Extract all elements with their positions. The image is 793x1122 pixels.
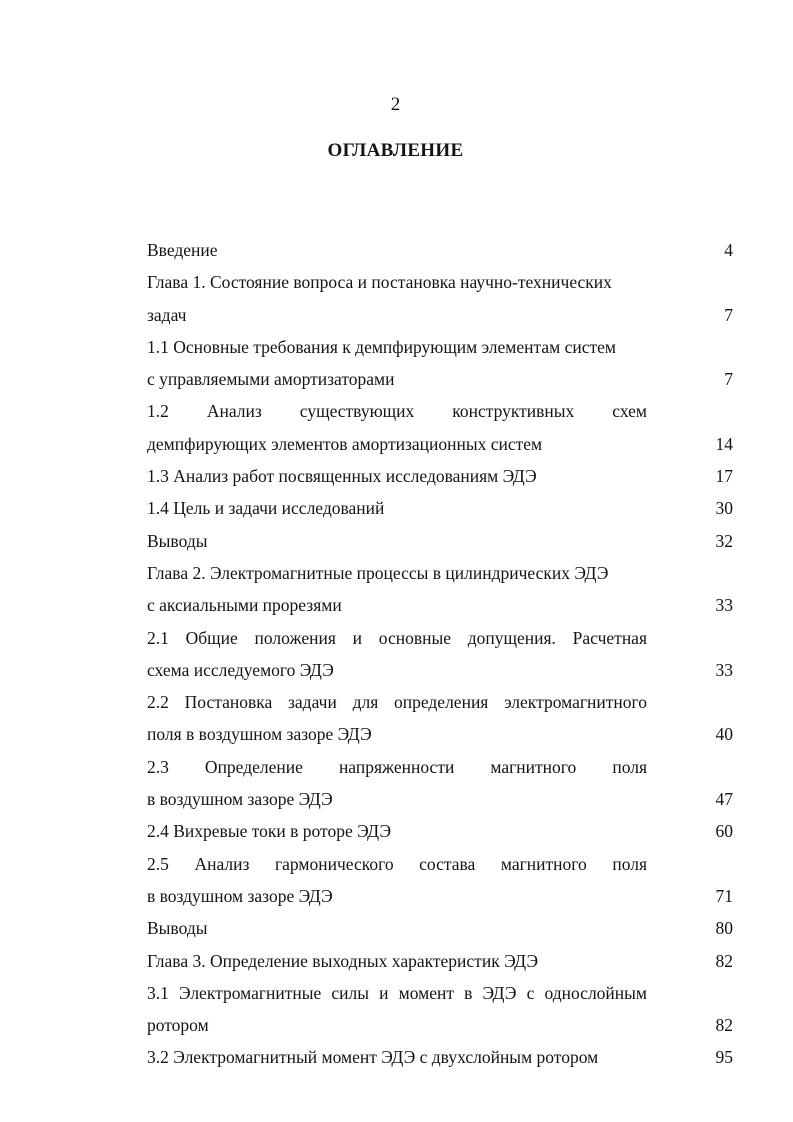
toc-entry (147, 977, 733, 1042)
toc-entry-line (147, 395, 733, 427)
toc-entry-line (147, 783, 733, 815)
toc-entry-text: Глава 2. Электромагнитные процессы в цилиндрических ЭДЭ (147, 562, 609, 583)
toc-entry-text: Выводы (147, 918, 208, 939)
toc-entry-page-number: 32 (715, 530, 733, 551)
toc-entry-text: 3.2 Электромагнитный момент ЭДЭ с двухслойным ротором (147, 1047, 599, 1068)
table-of-contents (147, 234, 733, 1074)
toc-entry-page-number: 40 (715, 724, 733, 745)
toc-entry-text: 2.5 Анализ гармонического состава магнитного поля (147, 853, 647, 874)
toc-entry-page-number: 33 (715, 659, 733, 680)
toc-entry-line (147, 751, 733, 783)
toc-entry-line (147, 686, 733, 718)
toc-entry-page-number: 71 (715, 885, 733, 906)
toc-entry-text: 1.3 Анализ работ посвященных исследованиям ЭДЭ (147, 466, 537, 487)
toc-entry (147, 557, 733, 622)
toc-entry-text: 2.4 Вихревые токи в роторе ЭДЭ (147, 821, 392, 842)
toc-entry-text: задач (147, 304, 187, 325)
toc-entry (147, 460, 733, 492)
toc-entry-line (147, 880, 733, 912)
toc-entry-text: 1.1 Основные требования к демпфирующим элементам систем (147, 336, 616, 357)
toc-entry-text: в воздушном зазоре ЭДЭ (147, 885, 333, 906)
toc-entry-line (147, 299, 733, 331)
toc-entry-page-number: 14 (715, 433, 733, 454)
toc-entry-line (147, 525, 733, 557)
toc-entry-text: ротором (147, 1015, 209, 1036)
toc-entry-page-number: 60 (715, 821, 733, 842)
toc-entry (147, 622, 733, 687)
toc-entry (147, 395, 733, 460)
toc-entry-text: в воздушном зазоре ЭДЭ (147, 789, 333, 810)
toc-entry (147, 945, 733, 977)
toc-entry-text: Глава 3. Определение выходных характеристик ЭДЭ (147, 950, 539, 971)
toc-entry-page-number: 17 (715, 466, 733, 487)
toc-entry-text: демпфирующих элементов амортизационных систем (147, 433, 543, 454)
toc-entry-line (147, 557, 733, 589)
toc-entry-line (147, 912, 733, 944)
toc-entry-text: Введение (147, 240, 218, 260)
toc-entry-text: поля в воздушном зазоре ЭДЭ (147, 724, 372, 745)
toc-entry-line (147, 460, 733, 492)
toc-entry-page-number: 30 (715, 498, 733, 519)
toc-entry-text: Выводы (147, 530, 208, 551)
toc-entry-line (147, 266, 733, 298)
toc-entry (147, 815, 733, 847)
toc-entry (147, 686, 733, 751)
toc-entry-page-number: 4 (724, 240, 733, 260)
toc-entry (147, 492, 733, 524)
toc-entry-text: 1.4 Цель и задачи исследований (147, 498, 385, 519)
toc-entry-text: с аксиальными прорезями (147, 595, 342, 616)
page-number: 2 (390, 94, 401, 115)
toc-entry-line (147, 977, 733, 1009)
toc-entry-text: схема исследуемого ЭДЭ (147, 659, 334, 680)
toc-entry (147, 1041, 733, 1073)
toc-entry (147, 848, 733, 913)
toc-entry-line (147, 654, 733, 686)
toc-entry-page-number: 95 (715, 1047, 733, 1068)
toc-entry-line (147, 492, 733, 524)
toc-entry-line (147, 622, 733, 654)
toc-entry-text: 2.1 Общие положения и основные допущения. Расчетная (147, 627, 647, 648)
toc-entry-page-number: 82 (715, 1015, 733, 1036)
toc-entry-line (147, 718, 733, 750)
toc-entry-text: 2.3 Определение напряженности магнитного поля (147, 756, 647, 777)
toc-entry-line (147, 331, 733, 363)
toc-entry-text: 2.2 Постановка задачи для определения электромагнитного (147, 692, 647, 713)
page-title: ОГЛАВЛЕНИЕ (327, 140, 464, 161)
toc-entry-page-number: 33 (715, 595, 733, 616)
toc-entry (147, 525, 733, 557)
toc-entry-line (147, 234, 733, 266)
toc-entry-page-number: 82 (715, 950, 733, 971)
toc-entry-line (147, 1041, 733, 1073)
toc-entry (147, 751, 733, 816)
toc-entry-line (147, 428, 733, 460)
toc-entry-line (147, 589, 733, 621)
toc-entry-line (147, 945, 733, 977)
toc-entry (147, 234, 733, 266)
toc-entry-text: 3.1 Электромагнитные силы и момент в ЭДЭ с однослойным (147, 982, 647, 1003)
toc-entry-line (147, 363, 733, 395)
toc-entry-text: с управляемыми амортизаторами (147, 369, 395, 390)
toc-entry-page-number: 7 (724, 304, 733, 325)
toc-entry (147, 912, 733, 944)
toc-entry-page-number: 80 (715, 918, 733, 939)
toc-entry-line (147, 815, 733, 847)
toc-entry-line (147, 848, 733, 880)
toc-entry-text: 1.2 Анализ существующих конструктивных схем (147, 401, 647, 422)
toc-entry-page-number: 47 (715, 789, 733, 810)
toc-entry-text: Глава 1. Состояние вопроса и постановка научно-технических (147, 272, 612, 293)
toc-entry-page-number: 7 (724, 369, 733, 390)
toc-entry (147, 331, 733, 396)
toc-entry-line (147, 1009, 733, 1041)
toc-entry (147, 266, 733, 331)
